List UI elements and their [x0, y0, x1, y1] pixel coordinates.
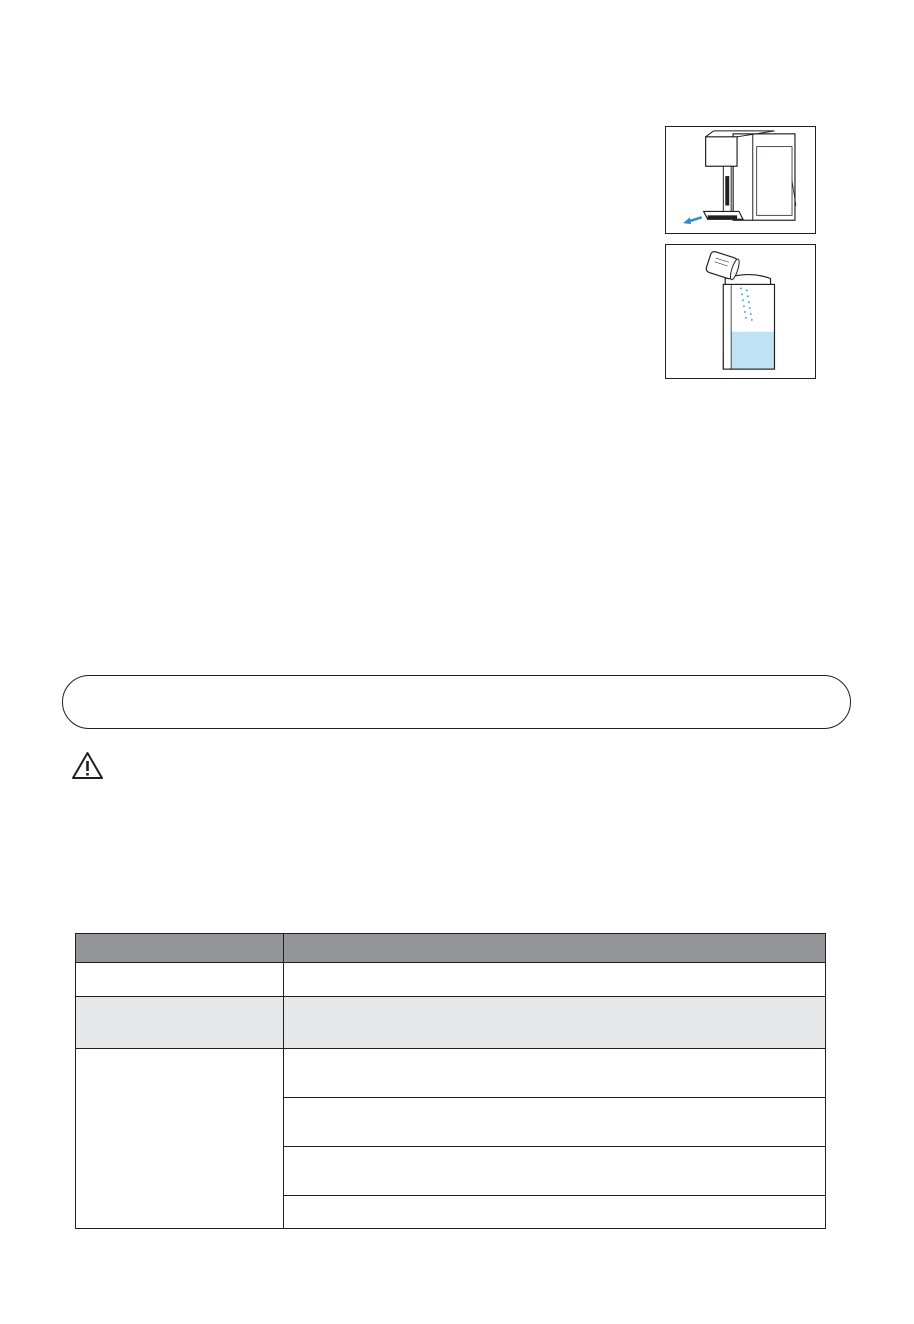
section-header-bar: [62, 675, 851, 729]
table-row: [76, 997, 826, 1049]
table-header-row: [76, 934, 826, 963]
problem-cell: [76, 1049, 284, 1229]
troubleshooting-table: [75, 933, 826, 1229]
solution-cell: [284, 1049, 826, 1098]
warning-triangle-icon: [71, 751, 104, 780]
solution-cell: [284, 963, 826, 997]
solution-cell: [284, 1098, 826, 1147]
table-row: [76, 963, 826, 997]
water-dispenser-drip-tray-icon: [666, 127, 815, 233]
table-header-cell: [284, 934, 826, 963]
table-row: [76, 1049, 826, 1098]
solution-cell: [284, 997, 826, 1049]
solution-cell: [284, 1147, 826, 1196]
problem-cell: [76, 997, 284, 1049]
table-header-cell: [76, 934, 284, 963]
solution-cell: [284, 1196, 826, 1229]
tank-refill-icon: [666, 245, 815, 378]
figure-tank-refill: [665, 244, 816, 379]
figure-drip-tray: [665, 126, 816, 234]
problem-cell: [76, 963, 284, 997]
